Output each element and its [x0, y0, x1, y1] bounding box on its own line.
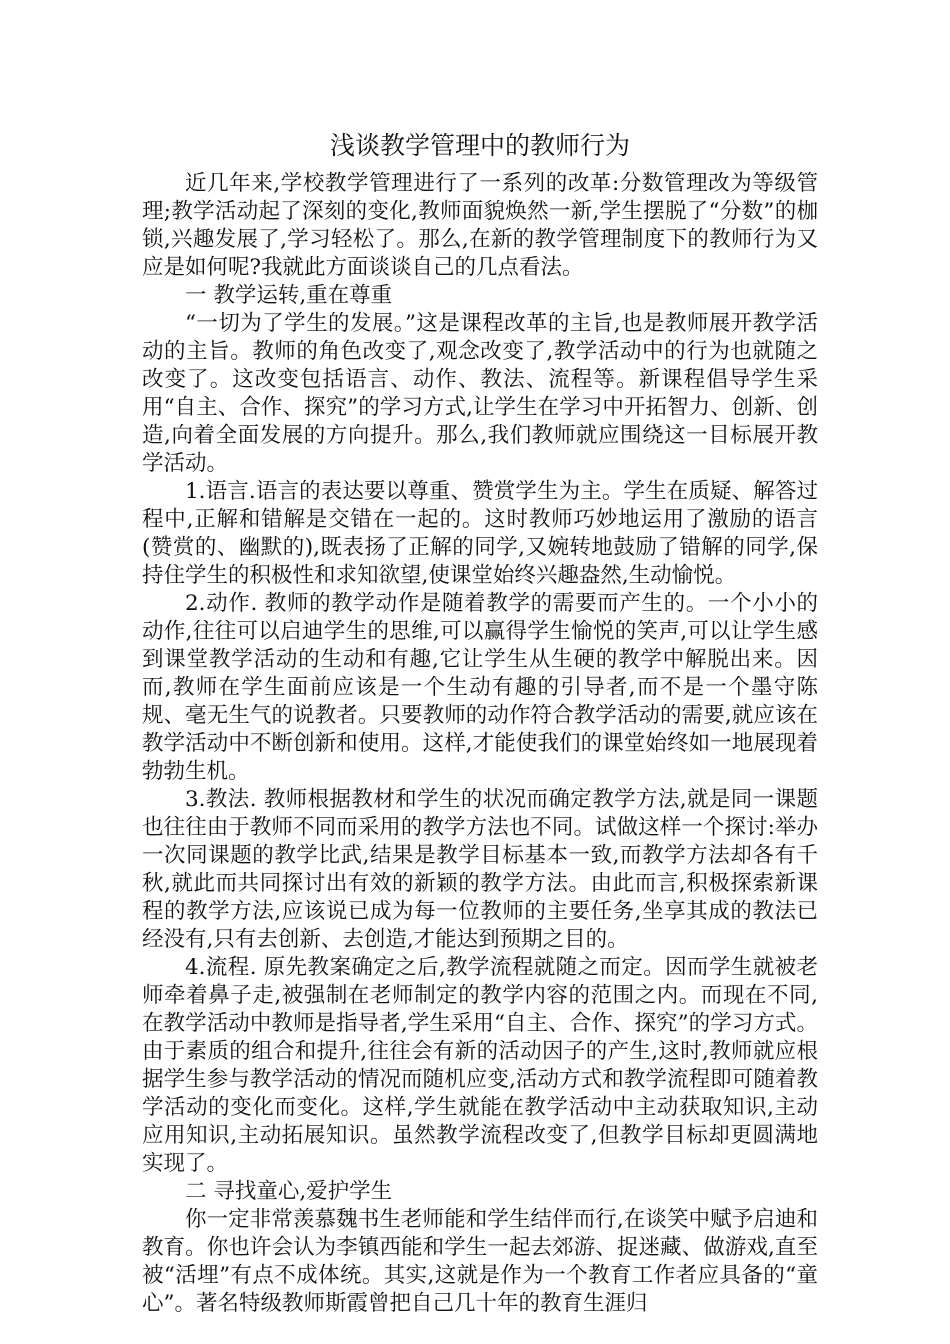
section-2-heading: 二 寻找童心,爱护学生: [185, 1179, 393, 1204]
item-3-method-paragraph: 3.教法. 教师根据教材和学生的状况而确定教学方法,就是同一课题也往往由于教师不同而采用的教学方法也不同。试做这样一个探讨:举办一次同课题的教学比武,结果是教学目标基本一致,而教学方法却各有千秋,就此而共同探讨出有效的新颖的教学方法。由此而言,积极探索新课程的教学方法,应该说已成为每一位教师的主要任务,坐享其成的教法已经没有,只有去创新、去创造,才能达到预期之目的。: [142, 787, 818, 952]
item-4-process-paragraph: 4.流程. 原先教案确定之后,教学流程就随之而定。因而学生就被老师牵着鼻子走,被强制在老师制定的教学内容的范围之内。而现在不同,在教学活动中教师是指导者,学生采用“自主、合作、探究”的学习方式。由于素质的组合和提升,往往会有新的活动因子的产生,这时,教师就应根据学生参与教学活动的情况而随机应变,活动方式和教学流程即可随着教学活动的变化而变化。这样,学生就能在教学活动中主动获取知识,主动应用知识,主动拓展知识。虽然教学流程改变了,但教学目标却更圆满地实现了。: [142, 955, 818, 1176]
section-1-heading: 一 教学运转,重在尊重: [185, 283, 393, 308]
section-2-paragraph: 你一定非常羡慕魏书生老师能和学生结伴而行,在谈笑中赋予启迪和教育。你也许会认为李镇西能和学生一起去郊游、捉迷藏、做游戏,直至被“活埋”有点不成体统。其实,这就是作为一个教育工作者应具备的“童心”。著名特级教师斯霞曾把自己几十年的教育生涯归: [142, 1207, 818, 1316]
document-page: [142, 128, 818, 1318]
section-1-intro-paragraph: “一切为了学生的发展。”这是课程改革的主旨,也是教师展开教学活动的主旨。教师的角色改变了,观念改变了,教学活动中的行为也就随之改变了。这改变包括语言、动作、教法、流程等。新课程倡导学生采用“自主、合作、探究”的学习方式,让学生在学习中开拓智力、创新、创造,向着全面发展的方向提升。那么,我们教师就应围绕这一目标展开教学活动。: [142, 311, 818, 476]
item-1-language-paragraph: 1.语言.语言的表达要以尊重、赞赏学生为主。学生在质疑、解答过程中,正解和错解是交错在一起的。这时教师巧妙地运用了激励的语言(赞赏的、幽默的),既表扬了正解的同学,又婉转地鼓励了错解的同学,保持住学生的积极性和求知欲望,使课堂始终兴趣盎然,生动愉悦。: [142, 479, 818, 588]
intro-paragraph: 近几年来,学校教学管理进行了一系列的改革:分数管理改为等级管理;教学活动起了深刻的变化,教师面貌焕然一新,学生摆脱了“分数”的枷锁,兴趣发展了,学习轻松了。那么,在新的教学管理制度下的教师行为又应是如何呢?我就此方面谈谈自己的几点看法。: [142, 171, 818, 280]
document-title: 浅谈教学管理中的教师行为: [329, 131, 630, 160]
item-2-action-paragraph: 2.动作. 教师的教学动作是随着教学的需要而产生的。一个小小的动作,往往可以启迪学生的思维,可以赢得学生愉悦的笑声,可以让学生感到课堂教学活动的生动和有趣,它让学生从生硬的教学中解脱出来。因而,教师在学生面前应该是一个生动有趣的引导者,而不是一个墨守陈规、毫无生气的说教者。只要教师的动作符合教学活动的需要,就应该在教学活动中不断创新和使用。这样,才能使我们的课堂始终如一地展现着勃勃生机。: [142, 591, 818, 784]
